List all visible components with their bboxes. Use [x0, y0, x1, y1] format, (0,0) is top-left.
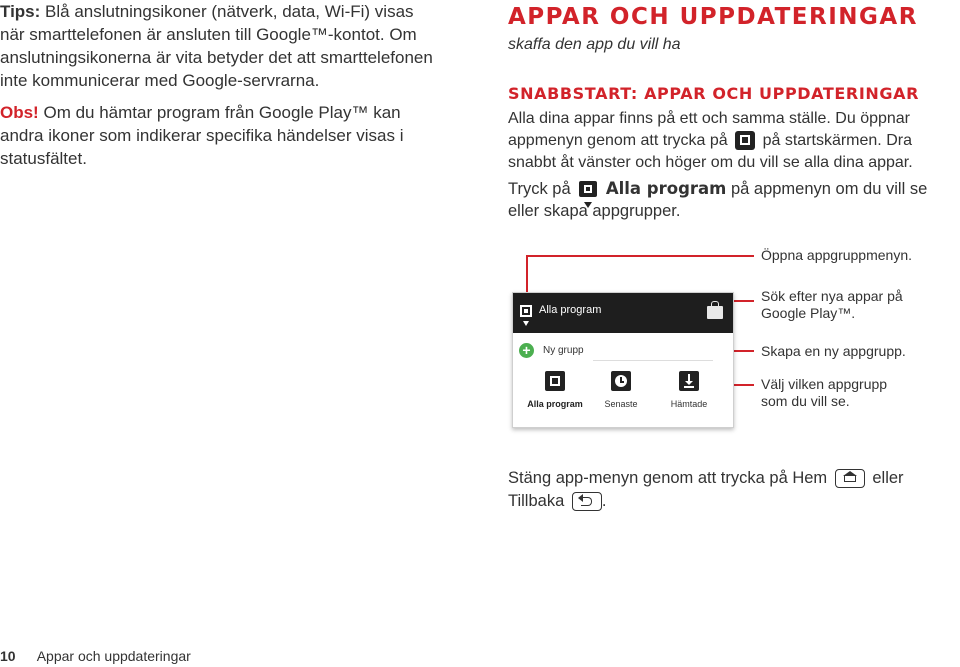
back-key-icon	[572, 492, 602, 511]
closing-text-1: Stäng app-menyn genom att trycka på Hem	[508, 469, 828, 487]
all-programs-icon	[577, 180, 599, 200]
tab-label: Hämtade	[670, 399, 708, 409]
tab-label: Alla program	[527, 399, 583, 409]
all-programs-grid-icon	[520, 305, 532, 317]
add-icon: +	[519, 343, 534, 358]
app-menu-screenshot	[512, 292, 734, 428]
obs-paragraph	[0, 101, 440, 170]
tab-recent[interactable]	[593, 371, 649, 415]
all-programs-tab-icon	[545, 371, 565, 391]
footer-section-name: Appar och uppdateringar	[36, 648, 191, 664]
download-icon	[679, 371, 699, 391]
tab-downloaded[interactable]	[661, 371, 717, 415]
section-heading: SNABBSTART: APPAR OCH UPPDATERINGAR	[508, 84, 920, 103]
clock-icon	[611, 371, 631, 391]
tab-all-programs[interactable]	[523, 371, 587, 415]
callout-line-open-menu	[526, 255, 754, 257]
all-programs-text-2: på appmenyn om du vill se eller skapa appgrupper.	[508, 180, 928, 220]
closing-text-3: Tillbaka	[508, 492, 565, 510]
closing-text-2: eller	[872, 469, 904, 487]
obs-label: Obs!	[0, 103, 39, 122]
play-store-bag-icon[interactable]	[707, 306, 723, 319]
new-group-row[interactable]	[513, 341, 733, 363]
closing-paragraph	[508, 467, 948, 513]
tips-text: Blå anslutningsikoner (nätverk, data, Wi-Fi) visas när smarttelefonen är ansluten till Google™-kontot. Om anslutningsikonerna är vita betyder det att smarttelefonen inte kommunicerar med Google-servrarna.	[0, 2, 433, 90]
app-menu-top-bar	[513, 293, 733, 333]
tips-label: Tips:	[0, 2, 41, 21]
callout-search-apps: Sök efter nya appar på Google Play™.	[761, 288, 903, 321]
quickstart-paragraph	[508, 108, 960, 174]
quickstart-text-1: Alla dina appar finns på ett och samma ställe. Du öppnar appmenyn genom att trycka på	[508, 110, 911, 149]
dropdown-arrow-icon	[523, 321, 529, 326]
page-subtitle: skaffa den app du vill ha	[508, 36, 681, 53]
callout-open-group-menu: Öppna appgruppmenyn.	[761, 247, 912, 263]
callout-choose-group: Välj vilken appgrupp som du vill se.	[761, 376, 888, 409]
tips-paragraph	[0, 0, 440, 92]
footer	[0, 648, 191, 664]
obs-text: Om du hämtar program från Google Play™ kan andra ikoner som indikerar specifika händelser visas i statusfältet.	[0, 103, 404, 168]
page-title: APPAR OCH UPPDATERINGAR	[508, 4, 918, 30]
all-programs-bold: Alla program	[605, 179, 727, 198]
top-bar-label: Alla program	[539, 304, 602, 316]
closing-text-4: .	[601, 492, 607, 510]
tab-label: Senaste	[604, 399, 638, 409]
home-key-icon	[835, 469, 865, 488]
left-column	[0, 0, 440, 179]
page-number: 10	[0, 648, 16, 664]
all-programs-text-1: Tryck på	[508, 180, 571, 198]
callout-create-group: Skapa en ny appgrupp.	[761, 343, 906, 359]
apps-menu-icon	[735, 131, 755, 150]
quickstart-text-2: på startskärmen. Dra snabbt åt vänster och höger om du vill se alla dina appar.	[508, 132, 913, 171]
all-programs-paragraph	[508, 178, 960, 222]
new-group-label: Ny grupp	[543, 345, 584, 356]
